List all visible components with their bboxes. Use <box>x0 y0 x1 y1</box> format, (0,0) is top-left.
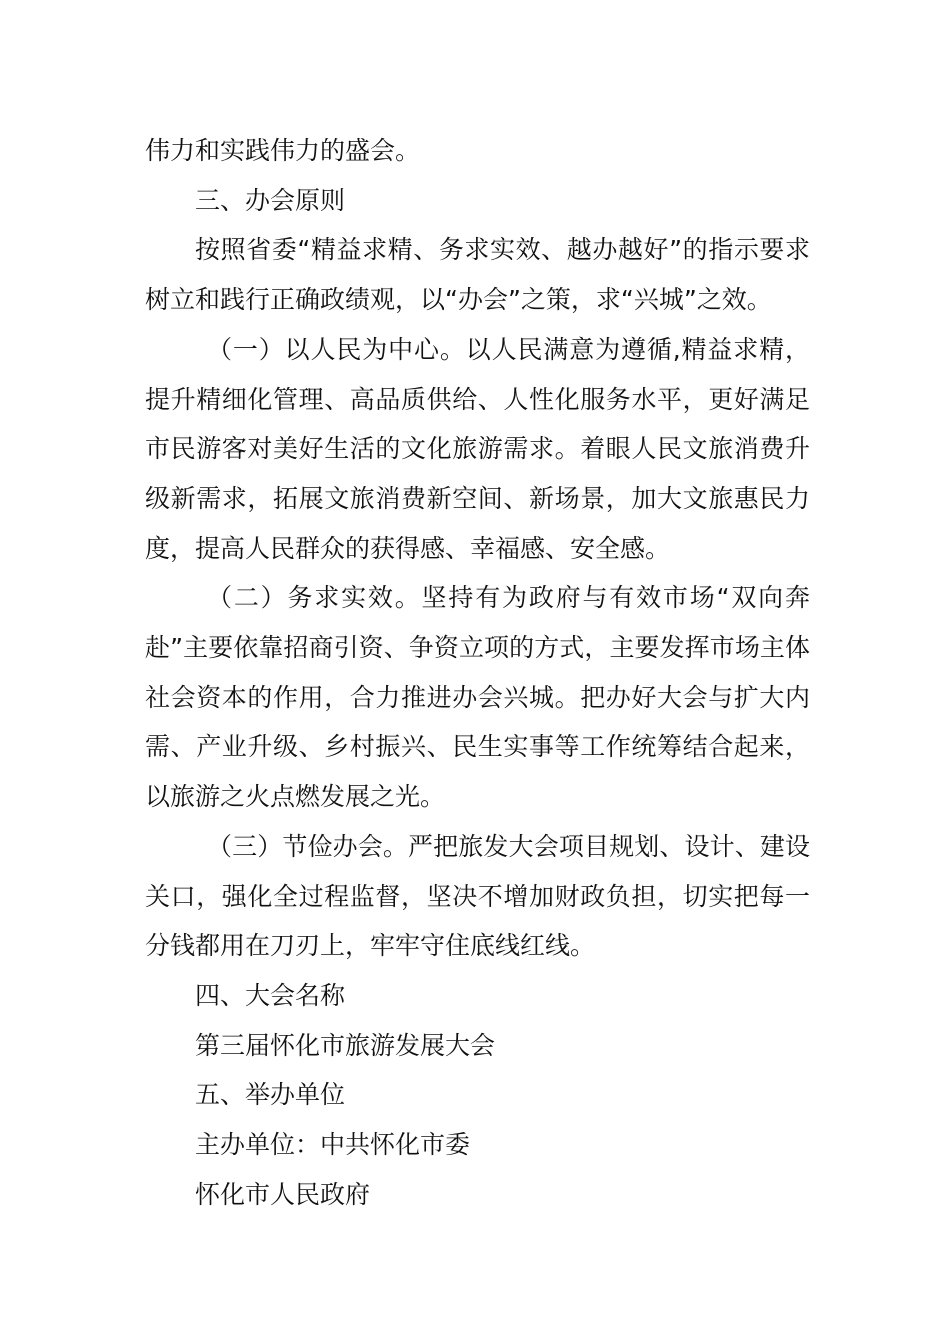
paragraph-principles-intro: 按照省委“精益求精、务求实效、越办越好”的指示要求树立和践行正确政绩观，以“办会”之策，求“兴城”之效。 <box>145 235 810 315</box>
section-heading-principles: 三、办会原则 <box>195 185 346 215</box>
paragraph-host-unit: 主办单位：中共怀化市委 <box>195 1130 471 1160</box>
paragraph-host-unit-2: 怀化市人民政府 <box>195 1179 371 1209</box>
paragraph-principle-2: （二）务求实效。坚持有为政府与有效市场“双向奔赴”主要依靠招商引资、争资立项的方式，主要发挥市场主体社会资本的作用，合力推进办会兴城。把办好大会与扩大内需、产业升级、乡村振兴、民生实事等工作统筹结合起来，以旅游之火点燃发展之光。 <box>145 583 810 812</box>
paragraph-principle-1: （一）以人民为中心。以人民满意为遵循,精益求精，提升精细化管理、高品质供给、人性化服务水平，更好满足市民游客对美好生活的文化旅游需求。着眼人民文旅消费升级新需求，拓展文旅消费新空间、新场景，加大文旅惠民力度，提高人民群众的获得感、幸福感、安全感。 <box>145 334 810 563</box>
paragraph-conference-name: 第三届怀化市旅游发展大会 <box>195 1030 496 1060</box>
section-heading-name: 四、大会名称 <box>195 980 346 1010</box>
document-body <box>145 126 810 1219</box>
paragraph-principle-3: （三）节俭办会。严把旅发大会项目规划、设计、建设关口，强化全过程监督，坚决不增加财政负担，切实把每一分钱都用在刀刃上，牢牢守住底线红线。 <box>145 831 810 961</box>
section-heading-organizers: 五、举办单位 <box>195 1080 346 1110</box>
paragraph-continuation: 伟力和实践伟力的盛会。 <box>145 136 421 165</box>
